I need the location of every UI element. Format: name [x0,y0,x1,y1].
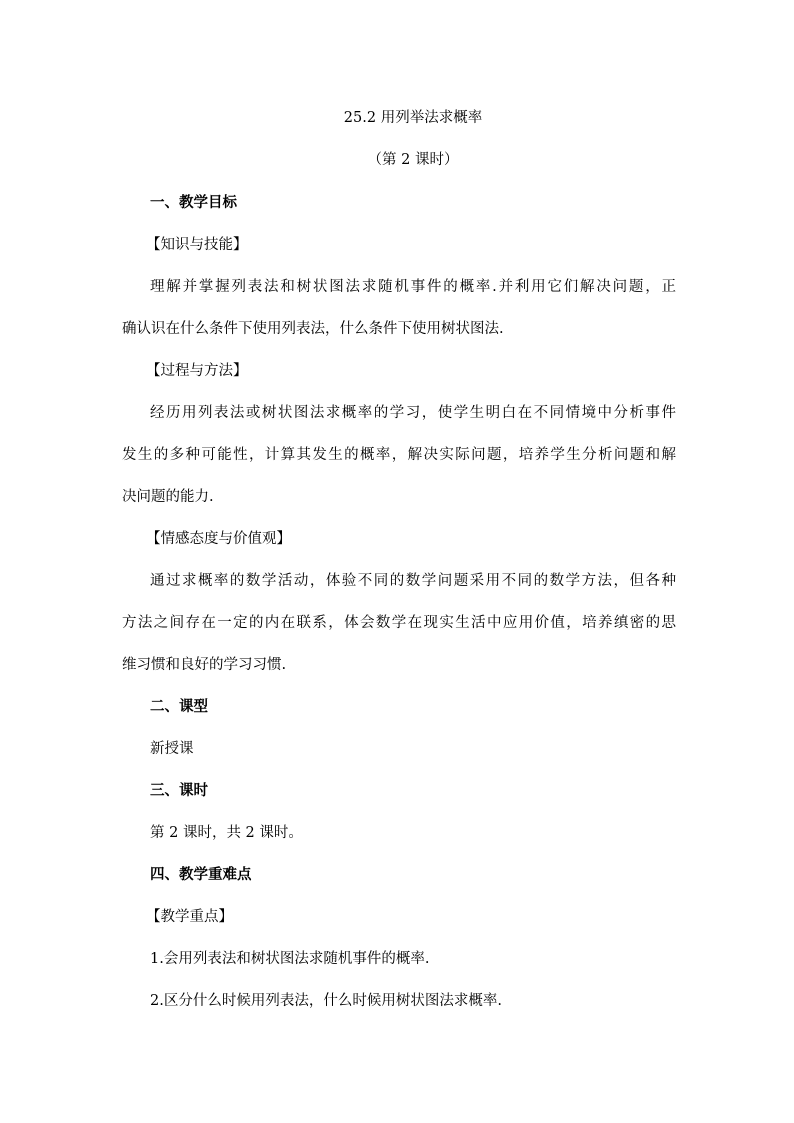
lesson-type-body: 新授课 [150,741,194,757]
periods-body: 第 2 课时，共 2 课时。 [150,825,303,841]
document-title: 25.2 用列举法求概率 [343,110,483,126]
key-point-item-1: 1.会用列表法和树状图法求随机事件的概率. [150,951,430,967]
emotion-paragraph-line2: 方法之间存在一定的内在联系，体会数学在现实生活中应用价值，培养缜密的思 [122,615,676,631]
section-heading-periods: 三、课时 [150,783,208,799]
key-points-label: 【教学重点】 [146,909,233,925]
key-point-item-2: 2.区分什么时候用列表法，什么时候用树状图法求概率. [150,993,502,1009]
section-heading-lesson-type: 二、课型 [150,699,208,715]
knowledge-paragraph-line2: 确认识在什么条件下使用列表法，什么条件下使用树状图法. [122,321,504,337]
knowledge-label: 【知识与技能】 [146,237,248,253]
process-paragraph-line3: 决问题的能力. [122,489,214,505]
section-heading-key-points: 四、教学重难点 [150,867,252,883]
process-paragraph-line2: 发生的多种可能性，计算其发生的概率，解决实际问题，培养学生分析问题和解 [122,447,676,463]
process-paragraph-line1: 经历用列表法或树状图法求概率的学习，使学生明白在不同情境中分析事件 [150,405,676,421]
knowledge-paragraph-line1: 理解并掌握列表法和树状图法求随机事件的概率.并利用它们解决问题，正 [150,279,676,295]
emotion-label: 【情感态度与价值观】 [146,531,291,547]
document-subtitle: （第 2 课时） [367,152,459,168]
process-label: 【过程与方法】 [146,363,248,379]
section-heading-objectives: 一、教学目标 [150,195,237,211]
emotion-paragraph-line3: 维习惯和良好的学习习惯. [122,657,287,673]
emotion-paragraph-line1: 通过求概率的数学活动，体验不同的数学问题采用不同的数学方法，但各种 [150,573,676,589]
